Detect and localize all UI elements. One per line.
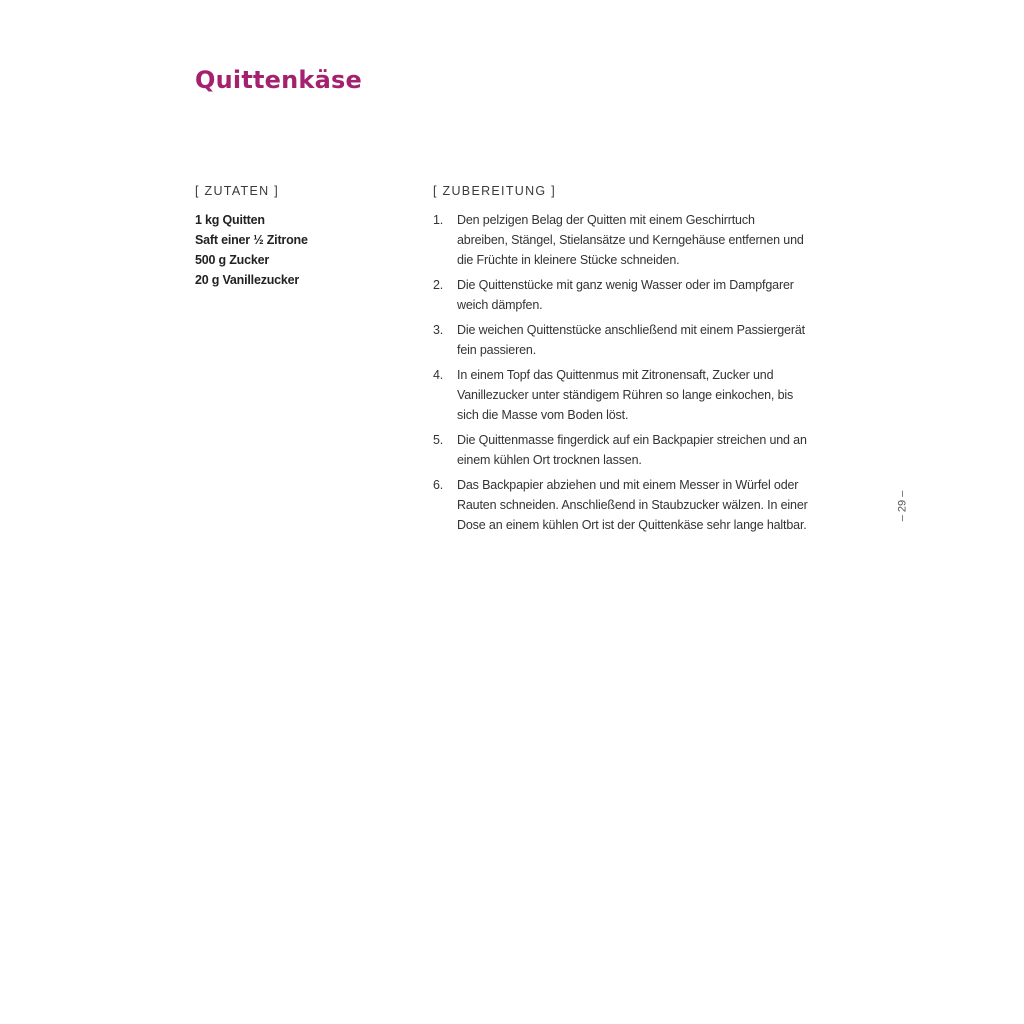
preparation-steps (433, 210, 808, 540)
ingredient-item: 500 g Zucker (195, 253, 270, 267)
preparation-step (433, 430, 808, 470)
preparation-step (433, 210, 808, 270)
recipe-title: Quittenkäse (195, 66, 362, 94)
step-text: Die Quittenstücke mit ganz wenig Wasser oder im Dampfgarer weich dämpfen. (457, 278, 794, 312)
ingredients-heading: [ ZUTATEN ] (195, 184, 279, 198)
ingredients-list (195, 210, 308, 290)
page-number (892, 488, 912, 524)
step-number: 4. (433, 368, 444, 382)
preparation-step (433, 320, 808, 360)
page-number-label: – 29 – (896, 490, 908, 522)
preparation-step (433, 475, 808, 535)
step-text: Das Backpapier abziehen und mit einem Messer in Würfel oder Rauten schneiden. Anschließend in Staubzucker wälzen. In einer Dose an einem kühlen Ort ist der Quittenkäse sehr lange haltbar. (457, 478, 808, 532)
preparation-step (433, 365, 808, 425)
step-number: 6. (433, 478, 444, 492)
step-text: Die Quittenmasse fingerdick auf ein Backpapier streichen und an einem kühlen Ort trocknen lassen. (457, 433, 807, 467)
ingredient-item: 20 g Vanillezucker (195, 273, 300, 287)
step-text: In einem Topf das Quittenmus mit Zitronensaft, Zucker und Vanillezucker unter ständigem Rühren so lange einkochen, bis sich die Masse vom Boden löst. (457, 368, 794, 422)
preparation-step (433, 275, 808, 315)
step-number: 3. (433, 323, 444, 337)
step-number: 1. (433, 213, 444, 227)
step-text: Die weichen Quittenstücke anschließend mit einem Passiergerät fein passieren. (457, 323, 805, 357)
ingredient-item: 1 kg Quitten (195, 213, 265, 227)
step-number: 2. (433, 278, 444, 292)
step-number: 5. (433, 433, 444, 447)
step-text: Den pelzigen Belag der Quitten mit einem Geschirrtuch abreiben, Stängel, Stielansätze und Kerngehäuse entfernen und die Früchte in kleinere Stücke schneiden. (457, 213, 804, 267)
preparation-heading: [ ZUBEREITUNG ] (433, 184, 556, 198)
ingredient-item: Saft einer ½ Zitrone (195, 233, 308, 247)
